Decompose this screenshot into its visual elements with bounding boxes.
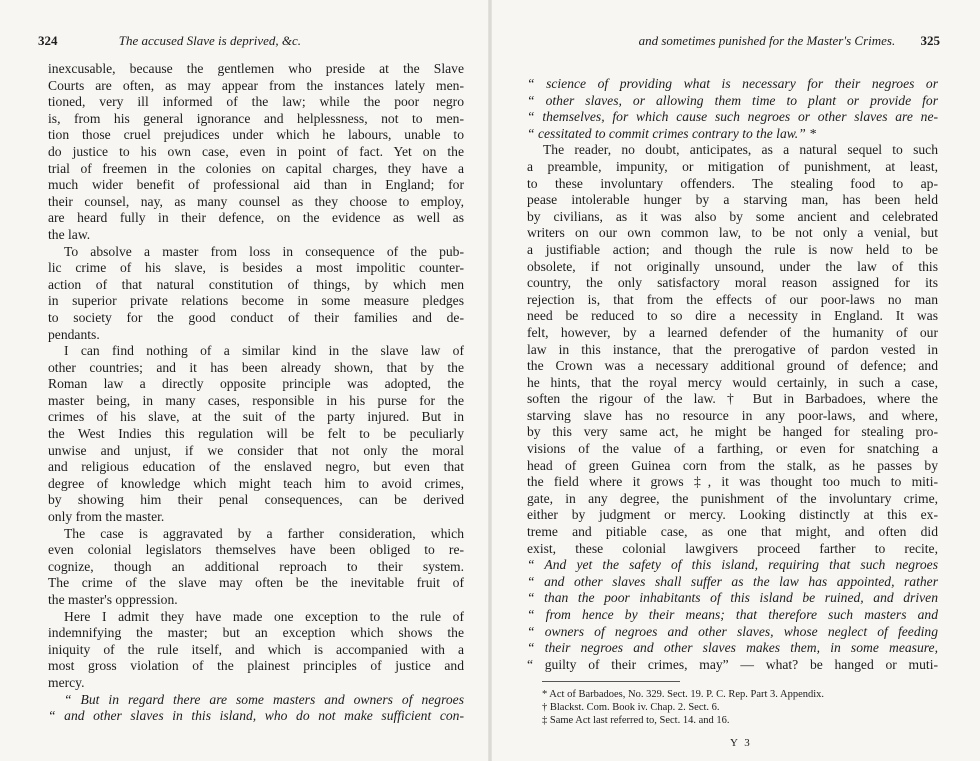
left-text-line: is, from his general ignorance and helplessness, not to men- xyxy=(48,110,464,126)
left-text-line: do justice to his own case, even in point of fact. Yet on the xyxy=(48,143,464,159)
footnote: ‡ Same Act last referred to, Sect. 14. and 16. xyxy=(542,715,730,726)
right-text-line: need be reduced to so dire a necessity in England. It was xyxy=(527,308,938,324)
left-text-line: The case is aggravated by a farther consideration, which xyxy=(64,525,464,541)
left-text-line: tioned, very ill informed of the law; while the poor negro xyxy=(48,94,464,110)
left-page-number: 324 xyxy=(38,33,58,48)
right-text-line: the Crown was a necessary additional ground of defence; and xyxy=(527,358,938,374)
left-text-line: much wider benefit of professional aid than in England; for xyxy=(48,177,464,193)
left-text-line: in superior private relations become in some measure pledges xyxy=(48,293,464,309)
right-text-line: “ owners of negroes and other slaves, whose neglect of feeding xyxy=(527,623,938,639)
right-text-line: by this very same act, he might be hanged for stealing pro- xyxy=(527,424,938,440)
right-text-line: pease intolerable hunger by a starving man, has been held xyxy=(527,192,938,208)
left-text-line: only from the master. xyxy=(48,509,165,525)
right-text-line: “ than the poor inhabitants of this island be ruined, and driven xyxy=(527,590,938,606)
left-text-line: to society for the good conduct of their families and de- xyxy=(48,309,464,325)
left-text-line: trial of freemen in the colonies on capital charges, they have a xyxy=(48,160,464,176)
right-text-line: he hints, that the royal mercy would certainly, in such a case, xyxy=(527,374,938,390)
right-text-line: “ themselves, for which cause such negroes or other slaves are ne- xyxy=(527,109,938,125)
left-text-line: tion those cruel prejudices under which he labours, unable to xyxy=(48,127,464,143)
left-text-line: the master's oppression. xyxy=(48,592,178,607)
right-text-line: treme and pitiable case, as one that might, and often did xyxy=(527,524,938,540)
right-text-line: either by judgment or mercy. Looking distinctly at this ex- xyxy=(527,507,938,523)
right-text-line: “ from hence by their means; that therefore such masters and xyxy=(527,607,938,622)
right-page-number: 325 xyxy=(920,33,940,48)
right-text-line: “ science of providing what is necessary for their negroes or xyxy=(527,76,938,91)
right-text-line: a justifiable action; and though the rule is now held to be xyxy=(527,241,938,257)
right-text-line: head of green Guinea corn from the stalk, as he passes by xyxy=(527,457,938,473)
right-text-line: rejection is, that from the effects of our poor-laws no man xyxy=(527,291,938,307)
footnote: † Blackst. Com. Book iv. Chap. 2. Sect. 6. xyxy=(542,702,720,713)
left-text-line: The crime of the slave may often be the inevitable fruit of xyxy=(48,575,464,591)
right-text-line: “ other slaves, or allowing them time to plant or provide for xyxy=(527,92,938,108)
left-text-line: and religious education of the enslaved negro, but even that xyxy=(48,459,464,475)
left-text-line: the West Indies this regulation will be felt to be peculiarly xyxy=(48,426,464,442)
right-text-line: by civilians, as it was also by some ancient and celebrated xyxy=(527,208,938,224)
left-text-line: by showing him their penal consequences, can be derived xyxy=(48,492,464,508)
left-text-line: even colonial legislators themselves have been obliged to re- xyxy=(48,542,464,558)
left-text-line: “ But in regard there are some masters and owners of negroes xyxy=(64,691,464,707)
right-text-line: “ And yet the safety of this island, requiring that such negroes xyxy=(527,557,938,573)
left-text-line: crimes of his slave, at the suit of the party injured. But in xyxy=(48,409,464,425)
right-text-line: obsolete, if not originally unsound, under the law of this xyxy=(527,258,938,274)
right-running-head: and sometimes punished for the Master's Crimes. xyxy=(638,33,896,48)
right-text-line: gate, in any degree, the punishment of the involuntary crime, xyxy=(527,490,938,506)
footnote: * Act of Barbadoes, No. 329. Sect. 19. P. C. Rep. Part 3. Appendix. xyxy=(542,689,825,700)
right-page xyxy=(490,0,980,761)
footnotes xyxy=(542,688,942,727)
left-page-body xyxy=(48,61,464,725)
left-text-line: are heard fully in their defence, on the evidence as well as xyxy=(48,210,464,226)
right-text-line: “ their negroes and other slaves makes them, in some measure, xyxy=(527,640,938,656)
left-text-line: lic crime of his slave, is besides a most impolitic counter- xyxy=(48,260,464,276)
right-text-line: country, the only satisfactory moral reason assigned for its xyxy=(527,275,938,291)
left-text-line: unwise and unjust, if we consider that not only the moral xyxy=(48,442,464,458)
right-text-line: to these involuntary offenders. The stealing food to ap- xyxy=(527,175,938,191)
right-text-line: starving slave has no resource in any poor-laws, and where, xyxy=(527,407,938,423)
right-text-line: a preamble, impunity, or mitigation of punishment, at least, xyxy=(527,158,938,174)
left-text-line: action of that natural constitution of things, by which men xyxy=(48,276,464,292)
left-text-line: Here I admit they have made one exception to the rule of xyxy=(64,608,464,624)
right-text-line: The reader, no doubt, anticipates, as a natural sequel to such xyxy=(543,142,938,158)
right-text-line: visions of the value of a farthing, or even for snatching a xyxy=(527,441,938,457)
left-text-line: most gross violation of the plainest principles of justice and xyxy=(48,658,464,674)
right-text-line: the field where it grows ‡, it was thought too much to miti- xyxy=(527,474,938,490)
left-text-line: inexcusable, because the gentlemen who preside at the Slave xyxy=(48,61,464,76)
signature-mark: Y 3 xyxy=(730,737,752,749)
right-text-line: felt, however, by a learned defender of the humanity of our xyxy=(527,324,938,340)
left-text-line: “ and other slaves in this island, who do not make sufficient con- xyxy=(48,708,464,724)
left-text-line: other countries; and it has been already shown, that by the xyxy=(48,359,464,375)
left-text-line: master being, in many cases, responsible in his purse for the xyxy=(48,392,464,408)
left-text-line: mercy. xyxy=(48,674,85,690)
right-text-line: exist, these colonial lawgivers proceed farther to recite, xyxy=(527,540,938,556)
left-text-line: the law. xyxy=(48,226,91,242)
right-page-body xyxy=(527,76,938,673)
left-text-line: Roman law a directly opposite principle was adopted, the xyxy=(48,376,464,392)
left-text-line: To absolve a master from loss in consequence of the pub- xyxy=(64,243,464,259)
right-text-line: law in this instance, that the prerogative of pardon vested in xyxy=(527,341,938,357)
right-text-line: “ and other slaves shall suffer as the law has appointed, rather xyxy=(527,573,938,589)
left-text-line: cognize, though an additional reproach to their system. xyxy=(48,558,464,574)
right-text-line: writers on our own common law, to be not only a venial, but xyxy=(527,225,938,241)
right-text-line: “ guilty of their crimes, may” — what? be hanged or muti- xyxy=(527,656,938,672)
right-page-header xyxy=(550,33,940,49)
left-text-line: Courts are often, as may appear from the instances lately men- xyxy=(48,77,464,93)
left-text-line: degree of knowledge which might teach him to avoid crimes, xyxy=(48,475,464,491)
right-text-line: “ cessitated to commit crimes contrary to the law.” * xyxy=(527,125,816,141)
left-text-line: I can find nothing of a similar kind in the slave law of xyxy=(64,343,464,359)
left-running-head: The accused Slave is deprived, &c. xyxy=(118,33,302,48)
left-text-line: indemnifying the master; but an exception which shows the xyxy=(48,625,464,641)
right-text-line: soften the rigour of the law. † But in Barbadoes, where the xyxy=(527,391,938,407)
left-text-line: iniquity of the rule itself, and which is accompanied with a xyxy=(48,641,464,657)
footnote-rule xyxy=(542,681,680,682)
left-text-line: their counsel, nay, as many counsel as they choose to employ, xyxy=(48,193,464,209)
left-page-header xyxy=(38,33,458,49)
left-text-line: pendants. xyxy=(48,326,100,342)
